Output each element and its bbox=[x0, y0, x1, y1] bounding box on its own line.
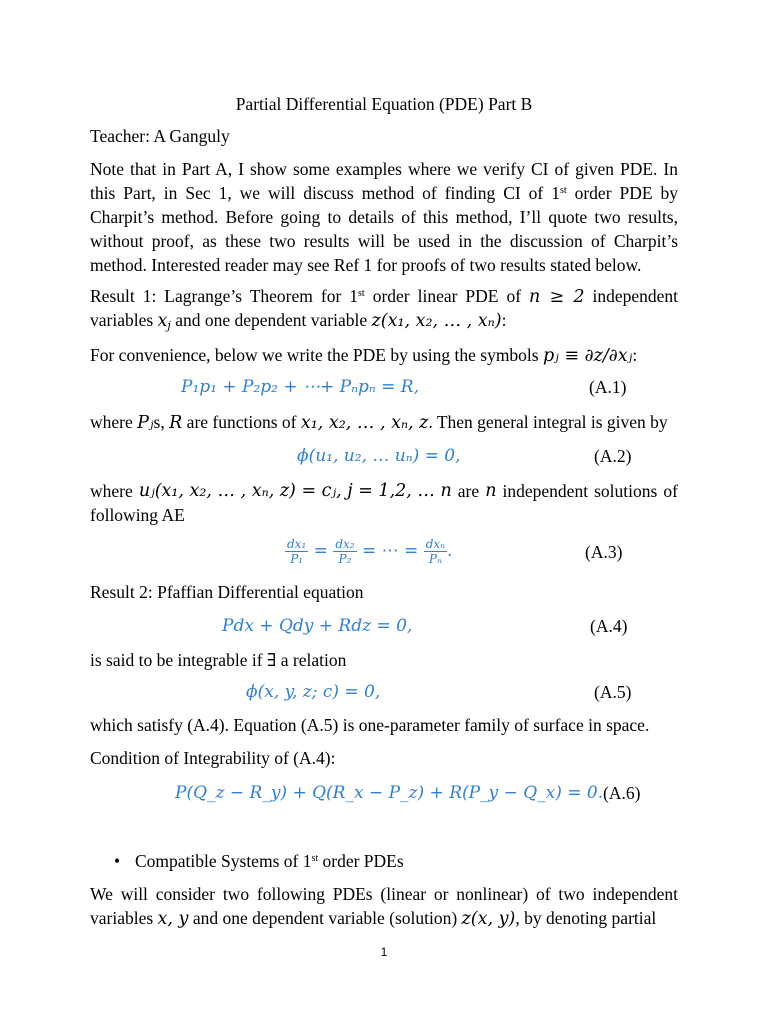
intro-line-4: without proof, as these two results will be used in the discussion of Charpit’s bbox=[90, 231, 678, 251]
fraction-2: $\frac{\text{dx₂}}{\text{P₂}}$ bbox=[335, 537, 355, 566]
page-number: 1 bbox=[380, 945, 388, 959]
equation-a3-number: (A.3) bbox=[585, 542, 623, 562]
result2-heading: Result 2: Pfaffian Differential equation bbox=[90, 582, 364, 602]
equation-a5-number: (A.5) bbox=[594, 682, 632, 702]
intro-line-5: method. Interested reader may see Ref 1 for proofs of two results stated below. bbox=[90, 255, 642, 275]
where-functions-line: where Pⱼs, R are functions of x₁, x₂, … , xₙ, z. Then general integral is given by bbox=[90, 412, 668, 433]
closing-line-2: variables x, y and one dependent variable (solution) z(x, y), by denoting partial bbox=[90, 908, 657, 929]
bullet-icon: • bbox=[114, 851, 121, 871]
result1-line-2: variables $x_j$ and one dependent variable z(x₁, x₂, … , xₙ): bbox=[90, 310, 507, 332]
equation-a1: P₁p₁ + P₂p₂ + ⋯+ Pₙpₙ = R, bbox=[181, 377, 420, 397]
equation-a6: P(Q_z − R_y) + Q(R_x − P_z) + R(P_y − Q_x) = 0. bbox=[175, 783, 604, 803]
bullet-heading: Compatible Systems of 1st order PDEs bbox=[135, 851, 404, 871]
following-ae-line: following AE bbox=[90, 505, 185, 525]
equation-a4: Pdx + Qdy + Rdz = 0, bbox=[222, 616, 413, 636]
intro-line-2: this Part, in Sec 1, we will discuss method of finding CI of 1st order PDE by bbox=[90, 183, 679, 203]
where-solutions-line: where uⱼ(x₁, x₂, … , xₙ, z) = cⱼ, j = 1,2, … n are n independent solutions of bbox=[90, 481, 678, 501]
teacher-line: Teacher: A Ganguly bbox=[90, 126, 230, 146]
intro-line-1: Note that in Part A, I show some examples where we verify CI of given PDE. In bbox=[90, 159, 678, 179]
fraction-1: $\frac{\text{dx₁}}{\text{P₁}}$ bbox=[287, 537, 307, 566]
fraction-3: $\frac{\text{dxₙ}}{\text{Pₙ}}$ bbox=[425, 537, 446, 566]
integrable-line: is said to be integrable if ∃ a relation bbox=[90, 650, 347, 670]
equation-a1-number: (A.1) bbox=[589, 377, 627, 397]
satisfy-line: which satisfy (A.4). Equation (A.5) is one-parameter family of surface in space. bbox=[90, 715, 650, 735]
equation-a2: ϕ(u₁, u₂, … uₙ) = 0, bbox=[297, 446, 461, 466]
document-title: Partial Differential Equation (PDE) Part B bbox=[235, 94, 533, 114]
convenience-line: For convenience, below we write the PDE by using the symbols pⱼ ≡ ∂z/∂xⱼ: bbox=[90, 345, 638, 366]
result1-line-1: Result 1: Lagrange’s Theorem for 1st order linear PDE of n ≥ 2 independent bbox=[90, 286, 678, 307]
equation-a6-number: (A.6) bbox=[603, 783, 641, 803]
equation-a5: ϕ(x, y, z; c) = 0, bbox=[246, 682, 381, 702]
equation-a2-number: (A.2) bbox=[594, 446, 632, 466]
condition-heading: Condition of Integrability of (A.4): bbox=[90, 748, 336, 768]
closing-line-1: We will consider two following PDEs (linear or nonlinear) of two independent bbox=[90, 884, 678, 904]
equation-a3: $\frac{\text{dx₁}}{\text{P₁}}$ = $\frac{\text{dx₂}}{\text{P₂}}$ = ⋯ = $\frac{\text{dxₙ}}{\text{Pₙ}}$ . bbox=[287, 537, 453, 566]
equation-a4-number: (A.4) bbox=[590, 616, 628, 636]
intro-line-3: Charpit’s method. Before going to details of this method, I’ll quote two results, bbox=[90, 207, 678, 227]
